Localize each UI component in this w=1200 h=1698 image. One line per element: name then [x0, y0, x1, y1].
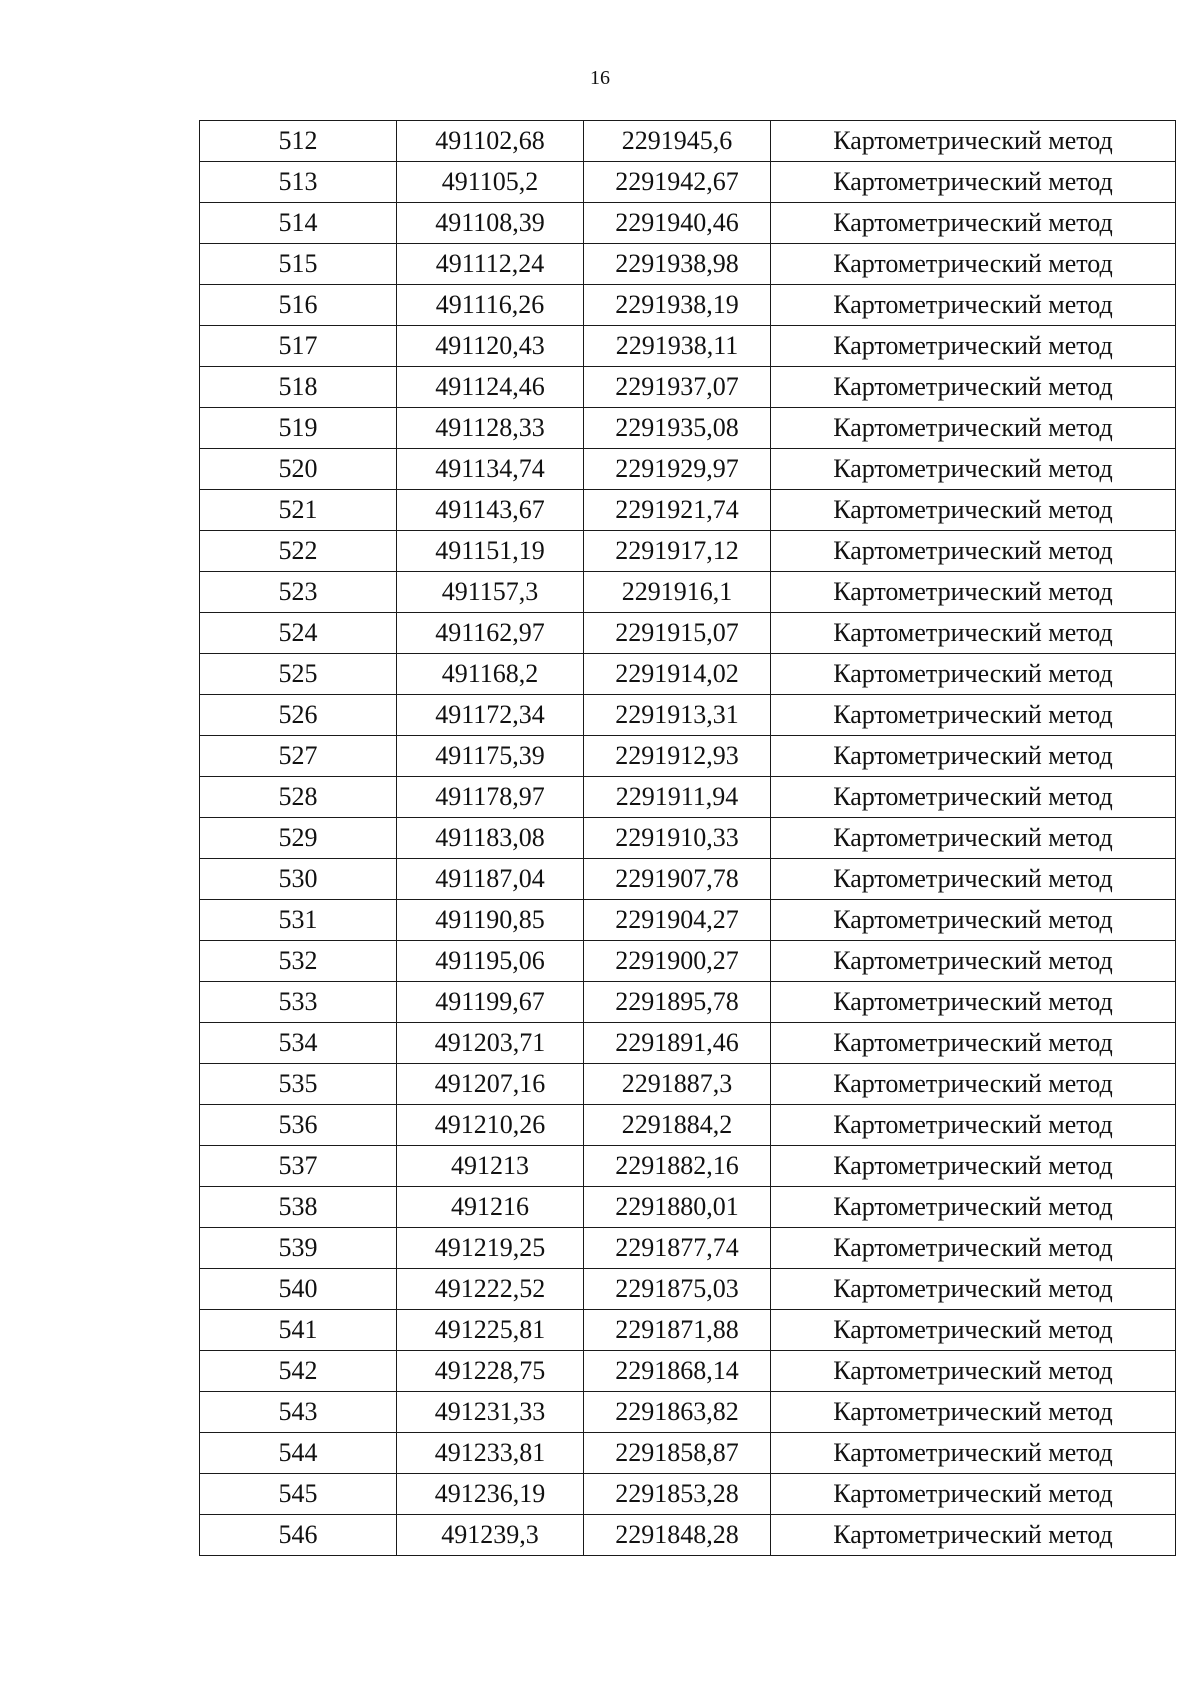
table-row: [200, 121, 1176, 162]
table-row: [200, 1515, 1176, 1556]
table-row: [200, 613, 1176, 654]
point-number-cell: 516: [200, 285, 397, 326]
y-coordinate-cell: 2291911,94: [584, 777, 771, 818]
y-coordinate-cell: 2291935,08: [584, 408, 771, 449]
y-coordinate-cell: 2291915,07: [584, 613, 771, 654]
point-number-cell: 537: [200, 1146, 397, 1187]
table-row: [200, 941, 1176, 982]
page-number: 16: [590, 67, 610, 89]
table-row: [200, 1146, 1176, 1187]
point-number-cell: 530: [200, 859, 397, 900]
x-coordinate-cell: 491183,08: [397, 818, 584, 859]
x-coordinate-cell: 491143,67: [397, 490, 584, 531]
point-number-cell: 542: [200, 1351, 397, 1392]
y-coordinate-cell: 2291938,98: [584, 244, 771, 285]
y-coordinate-cell: 2291921,74: [584, 490, 771, 531]
point-number-cell: 536: [200, 1105, 397, 1146]
method-cell: Картометрический метод: [771, 1351, 1176, 1392]
table-row: [200, 490, 1176, 531]
table-row: [200, 736, 1176, 777]
y-coordinate-cell: 2291853,28: [584, 1474, 771, 1515]
table-row: [200, 367, 1176, 408]
point-number-cell: 515: [200, 244, 397, 285]
table-row: [200, 285, 1176, 326]
point-number-cell: 522: [200, 531, 397, 572]
y-coordinate-cell: 2291848,28: [584, 1515, 771, 1556]
point-number-cell: 518: [200, 367, 397, 408]
point-number-cell: 520: [200, 449, 397, 490]
x-coordinate-cell: 491231,33: [397, 1392, 584, 1433]
table-row: [200, 1105, 1176, 1146]
method-cell: Картометрический метод: [771, 859, 1176, 900]
method-cell: Картометрический метод: [771, 613, 1176, 654]
method-cell: Картометрический метод: [771, 1146, 1176, 1187]
point-number-cell: 517: [200, 326, 397, 367]
table-row: [200, 326, 1176, 367]
point-number-cell: 544: [200, 1433, 397, 1474]
point-number-cell: 540: [200, 1269, 397, 1310]
point-number-cell: 514: [200, 203, 397, 244]
x-coordinate-cell: 491228,75: [397, 1351, 584, 1392]
x-coordinate-cell: 491112,24: [397, 244, 584, 285]
point-number-cell: 539: [200, 1228, 397, 1269]
point-number-cell: 538: [200, 1187, 397, 1228]
method-cell: Картометрический метод: [771, 1023, 1176, 1064]
method-cell: Картометрический метод: [771, 162, 1176, 203]
table-row: [200, 982, 1176, 1023]
x-coordinate-cell: 491216: [397, 1187, 584, 1228]
y-coordinate-cell: 2291871,88: [584, 1310, 771, 1351]
y-coordinate-cell: 2291916,1: [584, 572, 771, 613]
method-cell: Картометрический метод: [771, 1392, 1176, 1433]
x-coordinate-cell: 491134,74: [397, 449, 584, 490]
point-number-cell: 521: [200, 490, 397, 531]
x-coordinate-cell: 491178,97: [397, 777, 584, 818]
method-cell: Картометрический метод: [771, 367, 1176, 408]
method-cell: Картометрический метод: [771, 777, 1176, 818]
point-number-cell: 523: [200, 572, 397, 613]
point-number-cell: 526: [200, 695, 397, 736]
point-number-cell: 534: [200, 1023, 397, 1064]
x-coordinate-cell: 491203,71: [397, 1023, 584, 1064]
x-coordinate-cell: 491219,25: [397, 1228, 584, 1269]
method-cell: Картометрический метод: [771, 1105, 1176, 1146]
x-coordinate-cell: 491213: [397, 1146, 584, 1187]
method-cell: Картометрический метод: [771, 1474, 1176, 1515]
table-row: [200, 1023, 1176, 1064]
x-coordinate-cell: 491162,97: [397, 613, 584, 654]
x-coordinate-cell: 491116,26: [397, 285, 584, 326]
table-row: [200, 1392, 1176, 1433]
method-cell: Картометрический метод: [771, 695, 1176, 736]
x-coordinate-cell: 491157,3: [397, 572, 584, 613]
x-coordinate-cell: 491168,2: [397, 654, 584, 695]
point-number-cell: 545: [200, 1474, 397, 1515]
method-cell: Картометрический метод: [771, 1187, 1176, 1228]
point-number-cell: 543: [200, 1392, 397, 1433]
y-coordinate-cell: 2291880,01: [584, 1187, 771, 1228]
method-cell: Картометрический метод: [771, 121, 1176, 162]
point-number-cell: 513: [200, 162, 397, 203]
method-cell: Картометрический метод: [771, 1269, 1176, 1310]
x-coordinate-cell: 491210,26: [397, 1105, 584, 1146]
table-row: [200, 1187, 1176, 1228]
point-number-cell: 512: [200, 121, 397, 162]
y-coordinate-cell: 2291937,07: [584, 367, 771, 408]
method-cell: Картометрический метод: [771, 982, 1176, 1023]
point-number-cell: 525: [200, 654, 397, 695]
x-coordinate-cell: 491236,19: [397, 1474, 584, 1515]
y-coordinate-cell: 2291900,27: [584, 941, 771, 982]
table-row: [200, 695, 1176, 736]
table-row: [200, 203, 1176, 244]
x-coordinate-cell: 491187,04: [397, 859, 584, 900]
point-number-cell: 541: [200, 1310, 397, 1351]
x-coordinate-cell: 491239,3: [397, 1515, 584, 1556]
method-cell: Картометрический метод: [771, 736, 1176, 777]
x-coordinate-cell: 491105,2: [397, 162, 584, 203]
table-row: [200, 244, 1176, 285]
x-coordinate-cell: 491128,33: [397, 408, 584, 449]
point-number-cell: 546: [200, 1515, 397, 1556]
x-coordinate-cell: 491102,68: [397, 121, 584, 162]
table-row: [200, 1064, 1176, 1105]
x-coordinate-cell: 491108,39: [397, 203, 584, 244]
y-coordinate-cell: 2291895,78: [584, 982, 771, 1023]
y-coordinate-cell: 2291912,93: [584, 736, 771, 777]
y-coordinate-cell: 2291940,46: [584, 203, 771, 244]
method-cell: Картометрический метод: [771, 1515, 1176, 1556]
point-number-cell: 527: [200, 736, 397, 777]
method-cell: Картометрический метод: [771, 490, 1176, 531]
table-row: [200, 531, 1176, 572]
y-coordinate-cell: 2291938,19: [584, 285, 771, 326]
y-coordinate-cell: 2291929,97: [584, 449, 771, 490]
y-coordinate-cell: 2291945,6: [584, 121, 771, 162]
point-number-cell: 533: [200, 982, 397, 1023]
method-cell: Картометрический метод: [771, 900, 1176, 941]
x-coordinate-cell: 491195,06: [397, 941, 584, 982]
y-coordinate-cell: 2291917,12: [584, 531, 771, 572]
x-coordinate-cell: 491175,39: [397, 736, 584, 777]
y-coordinate-cell: 2291877,74: [584, 1228, 771, 1269]
point-number-cell: 528: [200, 777, 397, 818]
x-coordinate-cell: 491207,16: [397, 1064, 584, 1105]
table-row: [200, 449, 1176, 490]
y-coordinate-cell: 2291884,2: [584, 1105, 771, 1146]
table-row: [200, 777, 1176, 818]
y-coordinate-cell: 2291863,82: [584, 1392, 771, 1433]
y-coordinate-cell: 2291914,02: [584, 654, 771, 695]
table-row: [200, 900, 1176, 941]
x-coordinate-cell: 491124,46: [397, 367, 584, 408]
method-cell: Картометрический метод: [771, 244, 1176, 285]
coordinates-table-body: [200, 121, 1176, 1556]
point-number-cell: 531: [200, 900, 397, 941]
method-cell: Картометрический метод: [771, 203, 1176, 244]
x-coordinate-cell: 491120,43: [397, 326, 584, 367]
method-cell: Картометрический метод: [771, 1433, 1176, 1474]
method-cell: Картометрический метод: [771, 1064, 1176, 1105]
point-number-cell: 529: [200, 818, 397, 859]
method-cell: Картометрический метод: [771, 285, 1176, 326]
y-coordinate-cell: 2291887,3: [584, 1064, 771, 1105]
method-cell: Картометрический метод: [771, 449, 1176, 490]
y-coordinate-cell: 2291938,11: [584, 326, 771, 367]
method-cell: Картометрический метод: [771, 654, 1176, 695]
method-cell: Картометрический метод: [771, 818, 1176, 859]
table-row: [200, 1433, 1176, 1474]
y-coordinate-cell: 2291907,78: [584, 859, 771, 900]
method-cell: Картометрический метод: [771, 1228, 1176, 1269]
table-row: [200, 654, 1176, 695]
table-row: [200, 1351, 1176, 1392]
table-row: [200, 1228, 1176, 1269]
point-number-cell: 532: [200, 941, 397, 982]
coordinates-table: [199, 120, 1176, 1556]
x-coordinate-cell: 491172,34: [397, 695, 584, 736]
table-row: [200, 818, 1176, 859]
point-number-cell: 524: [200, 613, 397, 654]
method-cell: Картометрический метод: [771, 531, 1176, 572]
x-coordinate-cell: 491190,85: [397, 900, 584, 941]
y-coordinate-cell: 2291942,67: [584, 162, 771, 203]
table-row: [200, 1474, 1176, 1515]
y-coordinate-cell: 2291858,87: [584, 1433, 771, 1474]
table-row: [200, 162, 1176, 203]
method-cell: Картометрический метод: [771, 1310, 1176, 1351]
point-number-cell: 535: [200, 1064, 397, 1105]
table-row: [200, 859, 1176, 900]
y-coordinate-cell: 2291882,16: [584, 1146, 771, 1187]
y-coordinate-cell: 2291904,27: [584, 900, 771, 941]
y-coordinate-cell: 2291910,33: [584, 818, 771, 859]
table-row: [200, 572, 1176, 613]
y-coordinate-cell: 2291891,46: [584, 1023, 771, 1064]
x-coordinate-cell: 491151,19: [397, 531, 584, 572]
table-row: [200, 1269, 1176, 1310]
method-cell: Картометрический метод: [771, 408, 1176, 449]
table-row: [200, 1310, 1176, 1351]
method-cell: Картометрический метод: [771, 326, 1176, 367]
x-coordinate-cell: 491199,67: [397, 982, 584, 1023]
y-coordinate-cell: 2291913,31: [584, 695, 771, 736]
y-coordinate-cell: 2291868,14: [584, 1351, 771, 1392]
method-cell: Картометрический метод: [771, 941, 1176, 982]
x-coordinate-cell: 491233,81: [397, 1433, 584, 1474]
method-cell: Картометрический метод: [771, 572, 1176, 613]
x-coordinate-cell: 491222,52: [397, 1269, 584, 1310]
y-coordinate-cell: 2291875,03: [584, 1269, 771, 1310]
x-coordinate-cell: 491225,81: [397, 1310, 584, 1351]
point-number-cell: 519: [200, 408, 397, 449]
table-row: [200, 408, 1176, 449]
